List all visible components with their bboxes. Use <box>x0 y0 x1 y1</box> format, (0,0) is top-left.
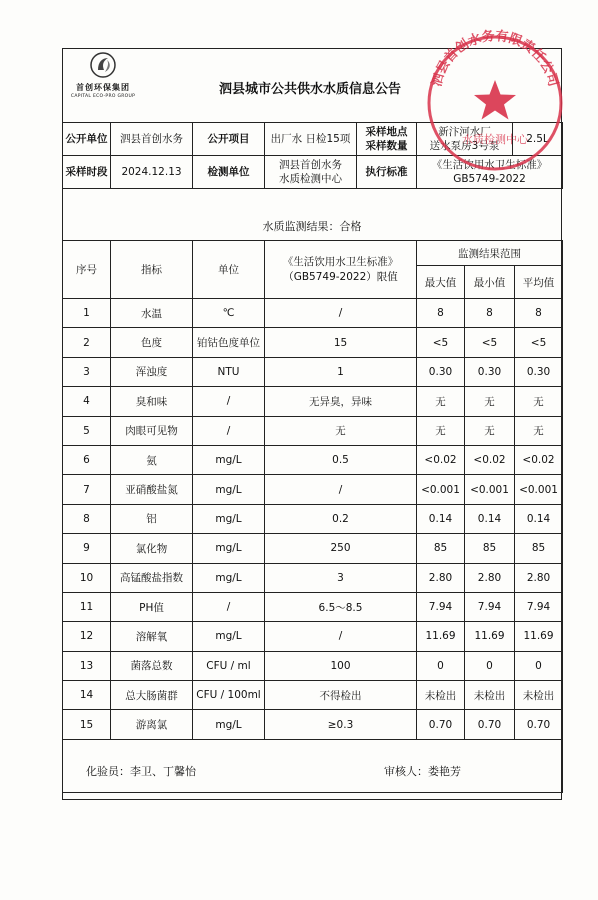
inspector-names: 李卫、丁馨怡 <box>130 765 196 778</box>
cell-unit: mg/L <box>193 475 265 504</box>
cell-limit: 15 <box>265 328 417 357</box>
cell-min: 2.80 <box>465 563 515 592</box>
cell-min: 无 <box>465 416 515 445</box>
cell-min: 无 <box>465 387 515 416</box>
info-lab: 泗县首创水务 水质检测中心 <box>265 156 357 189</box>
cell-avg: 7.94 <box>515 592 563 621</box>
seal-center-text: 水质检测中心 <box>462 133 528 146</box>
cell-item: 臭和味 <box>111 387 193 416</box>
table-row <box>63 651 563 680</box>
cell-unit: / <box>193 416 265 445</box>
cell-min: <0.02 <box>465 445 515 474</box>
cell-avg: <0.02 <box>515 445 563 474</box>
info-project: 出厂水 日检15项 <box>265 123 357 156</box>
logo-name-en: CAPITAL ECO-PRO GROUP <box>70 94 136 99</box>
cell-limit: ≥0.3 <box>265 710 417 739</box>
table-row <box>63 328 563 357</box>
cell-unit: mg/L <box>193 710 265 739</box>
table-row <box>63 534 563 563</box>
info-std-label: 执行标准 <box>357 156 417 189</box>
cell-unit: mg/L <box>193 622 265 651</box>
cell-max: 11.69 <box>417 622 465 651</box>
info-project-label: 公开项目 <box>193 123 265 156</box>
cell-avg: 0.14 <box>515 504 563 533</box>
cell-min: 0.14 <box>465 504 515 533</box>
cell-no: 8 <box>63 504 111 533</box>
col-header-max: 最大值 <box>417 266 465 299</box>
info-sample-place: 新汴河水厂 送水泵房3号泵 <box>417 123 513 156</box>
table-row <box>63 357 563 386</box>
cell-no: 9 <box>63 534 111 563</box>
table-row <box>63 622 563 651</box>
table-row <box>63 445 563 474</box>
cell-unit: mg/L <box>193 534 265 563</box>
cell-avg: <0.001 <box>515 475 563 504</box>
cell-limit: 无 <box>265 416 417 445</box>
inspector-signature <box>86 763 196 779</box>
cell-unit: ℃ <box>193 299 265 328</box>
cell-min: <0.001 <box>465 475 515 504</box>
water-quality-table <box>62 240 563 793</box>
cell-no: 11 <box>63 592 111 621</box>
cell-max: 无 <box>417 387 465 416</box>
cell-unit: mg/L <box>193 563 265 592</box>
logo-icon <box>90 52 116 78</box>
cell-no: 15 <box>63 710 111 739</box>
cell-unit: NTU <box>193 357 265 386</box>
cell-item: 溶解氧 <box>111 622 193 651</box>
cell-no: 14 <box>63 681 111 710</box>
cell-item: 亚硝酸盐氮 <box>111 475 193 504</box>
cell-min: 0.70 <box>465 710 515 739</box>
info-time: 2024.12.13 <box>111 156 193 189</box>
col-header-min: 最小值 <box>465 266 515 299</box>
cell-avg: 无 <box>515 416 563 445</box>
logo-name-cn: 首创环保集团 <box>76 83 130 92</box>
cell-min: 11.69 <box>465 622 515 651</box>
cell-avg: 0.30 <box>515 357 563 386</box>
cell-unit: mg/L <box>193 445 265 474</box>
cell-limit: 无异臭，异味 <box>265 387 417 416</box>
cell-no: 7 <box>63 475 111 504</box>
cell-max: 2.80 <box>417 563 465 592</box>
cell-min: <5 <box>465 328 515 357</box>
cell-item: 氨 <box>111 445 193 474</box>
cell-unit: / <box>193 592 265 621</box>
cell-min: 85 <box>465 534 515 563</box>
col-header-no: 序号 <box>63 241 111 299</box>
cell-max: 未检出 <box>417 681 465 710</box>
cell-avg: 85 <box>515 534 563 563</box>
info-std: 《生活饮用水卫生标准》 GB5749-2022 <box>417 156 563 189</box>
official-seal <box>420 28 570 178</box>
info-sample-label: 采样地点 采样数量 <box>357 123 417 156</box>
cell-avg: 0 <box>515 651 563 680</box>
cell-min: 未检出 <box>465 681 515 710</box>
cell-item: 游离氯 <box>111 710 193 739</box>
col-header-range: 监测结果范围 <box>417 241 563 266</box>
cell-unit: / <box>193 387 265 416</box>
reviewer-name: 娄艳芳 <box>428 765 461 778</box>
cell-no: 12 <box>63 622 111 651</box>
seal-arc-text: 泗县首创水务有限责任公司 <box>429 28 561 89</box>
table-row <box>63 504 563 533</box>
table-row <box>63 299 563 328</box>
table-row <box>63 681 563 710</box>
cell-max: 85 <box>417 534 465 563</box>
cell-limit: 1 <box>265 357 417 386</box>
cell-avg: 2.80 <box>515 563 563 592</box>
cell-max: 0.70 <box>417 710 465 739</box>
table-row <box>63 475 563 504</box>
cell-limit: / <box>265 299 417 328</box>
cell-item: 总大肠菌群 <box>111 681 193 710</box>
col-header-limit: 《生活饮用水卫生标准》 （GB5749-2022）限值 <box>265 241 417 299</box>
cell-no: 2 <box>63 328 111 357</box>
cell-limit: 6.5～8.5 <box>265 592 417 621</box>
cell-min: 0.30 <box>465 357 515 386</box>
info-publish-label: 公开单位 <box>63 123 111 156</box>
cell-no: 4 <box>63 387 111 416</box>
cell-avg: <5 <box>515 328 563 357</box>
reviewer-signature <box>384 763 461 779</box>
cell-limit: 250 <box>265 534 417 563</box>
cell-max: <0.001 <box>417 475 465 504</box>
cell-limit: 不得检出 <box>265 681 417 710</box>
svg-text:泗县首创水务有限责任公司 <box>430 28 562 88</box>
cell-item: 铝 <box>111 504 193 533</box>
cell-max: 无 <box>417 416 465 445</box>
cell-item: 色度 <box>111 328 193 357</box>
cell-no: 3 <box>63 357 111 386</box>
cell-max: <0.02 <box>417 445 465 474</box>
cell-max: 0.14 <box>417 504 465 533</box>
cell-avg: 11.69 <box>515 622 563 651</box>
cell-unit: CFU / 100ml <box>193 681 265 710</box>
cell-limit: 100 <box>265 651 417 680</box>
info-publish-unit: 泗县首创水务 <box>111 123 193 156</box>
cell-no: 1 <box>63 299 111 328</box>
cell-max: 7.94 <box>417 592 465 621</box>
cell-no: 10 <box>63 563 111 592</box>
cell-item: 菌落总数 <box>111 651 193 680</box>
col-header-unit: 单位 <box>193 241 265 299</box>
table-row <box>63 592 563 621</box>
cell-avg: 8 <box>515 299 563 328</box>
cell-max: 0.30 <box>417 357 465 386</box>
cell-max: 0 <box>417 651 465 680</box>
cell-item: 氯化物 <box>111 534 193 563</box>
cell-avg: 未检出 <box>515 681 563 710</box>
info-sample-qty: 2.5L <box>513 123 563 156</box>
table-row <box>63 387 563 416</box>
cell-unit: CFU / ml <box>193 651 265 680</box>
cell-limit: / <box>265 475 417 504</box>
cell-no: 13 <box>63 651 111 680</box>
cell-item: 浑浊度 <box>111 357 193 386</box>
cell-limit: 0.2 <box>265 504 417 533</box>
cell-unit: 铂钴色度单位 <box>193 328 265 357</box>
info-lab-label: 检测单位 <box>193 156 265 189</box>
table-row <box>63 416 563 445</box>
col-header-avg: 平均值 <box>515 266 563 299</box>
cell-item: 高锰酸盐指数 <box>111 563 193 592</box>
col-header-item: 指标 <box>111 241 193 299</box>
cell-min: 0 <box>465 651 515 680</box>
cell-avg: 无 <box>515 387 563 416</box>
cell-min: 8 <box>465 299 515 328</box>
cell-limit: 3 <box>265 563 417 592</box>
table-row <box>63 710 563 739</box>
info-time-label: 采样时段 <box>63 156 111 189</box>
table-row <box>63 563 563 592</box>
cell-avg: 0.70 <box>515 710 563 739</box>
cell-min: 7.94 <box>465 592 515 621</box>
cell-item: 水温 <box>111 299 193 328</box>
cell-no: 5 <box>63 416 111 445</box>
page-title: 泗县城市公共供水水质信息公告 <box>218 82 401 97</box>
cell-no: 6 <box>63 445 111 474</box>
inspector-label: 化验员： <box>86 765 130 778</box>
cell-limit: / <box>265 622 417 651</box>
cell-item: PH值 <box>111 592 193 621</box>
cell-item: 肉眼可见物 <box>111 416 193 445</box>
company-logo <box>64 52 142 104</box>
result-summary: 水质监测结果：合格 <box>262 220 362 233</box>
cell-unit: mg/L <box>193 504 265 533</box>
reviewer-label: 审核人： <box>384 765 428 778</box>
cell-max: 8 <box>417 299 465 328</box>
cell-limit: 0.5 <box>265 445 417 474</box>
cell-max: <5 <box>417 328 465 357</box>
